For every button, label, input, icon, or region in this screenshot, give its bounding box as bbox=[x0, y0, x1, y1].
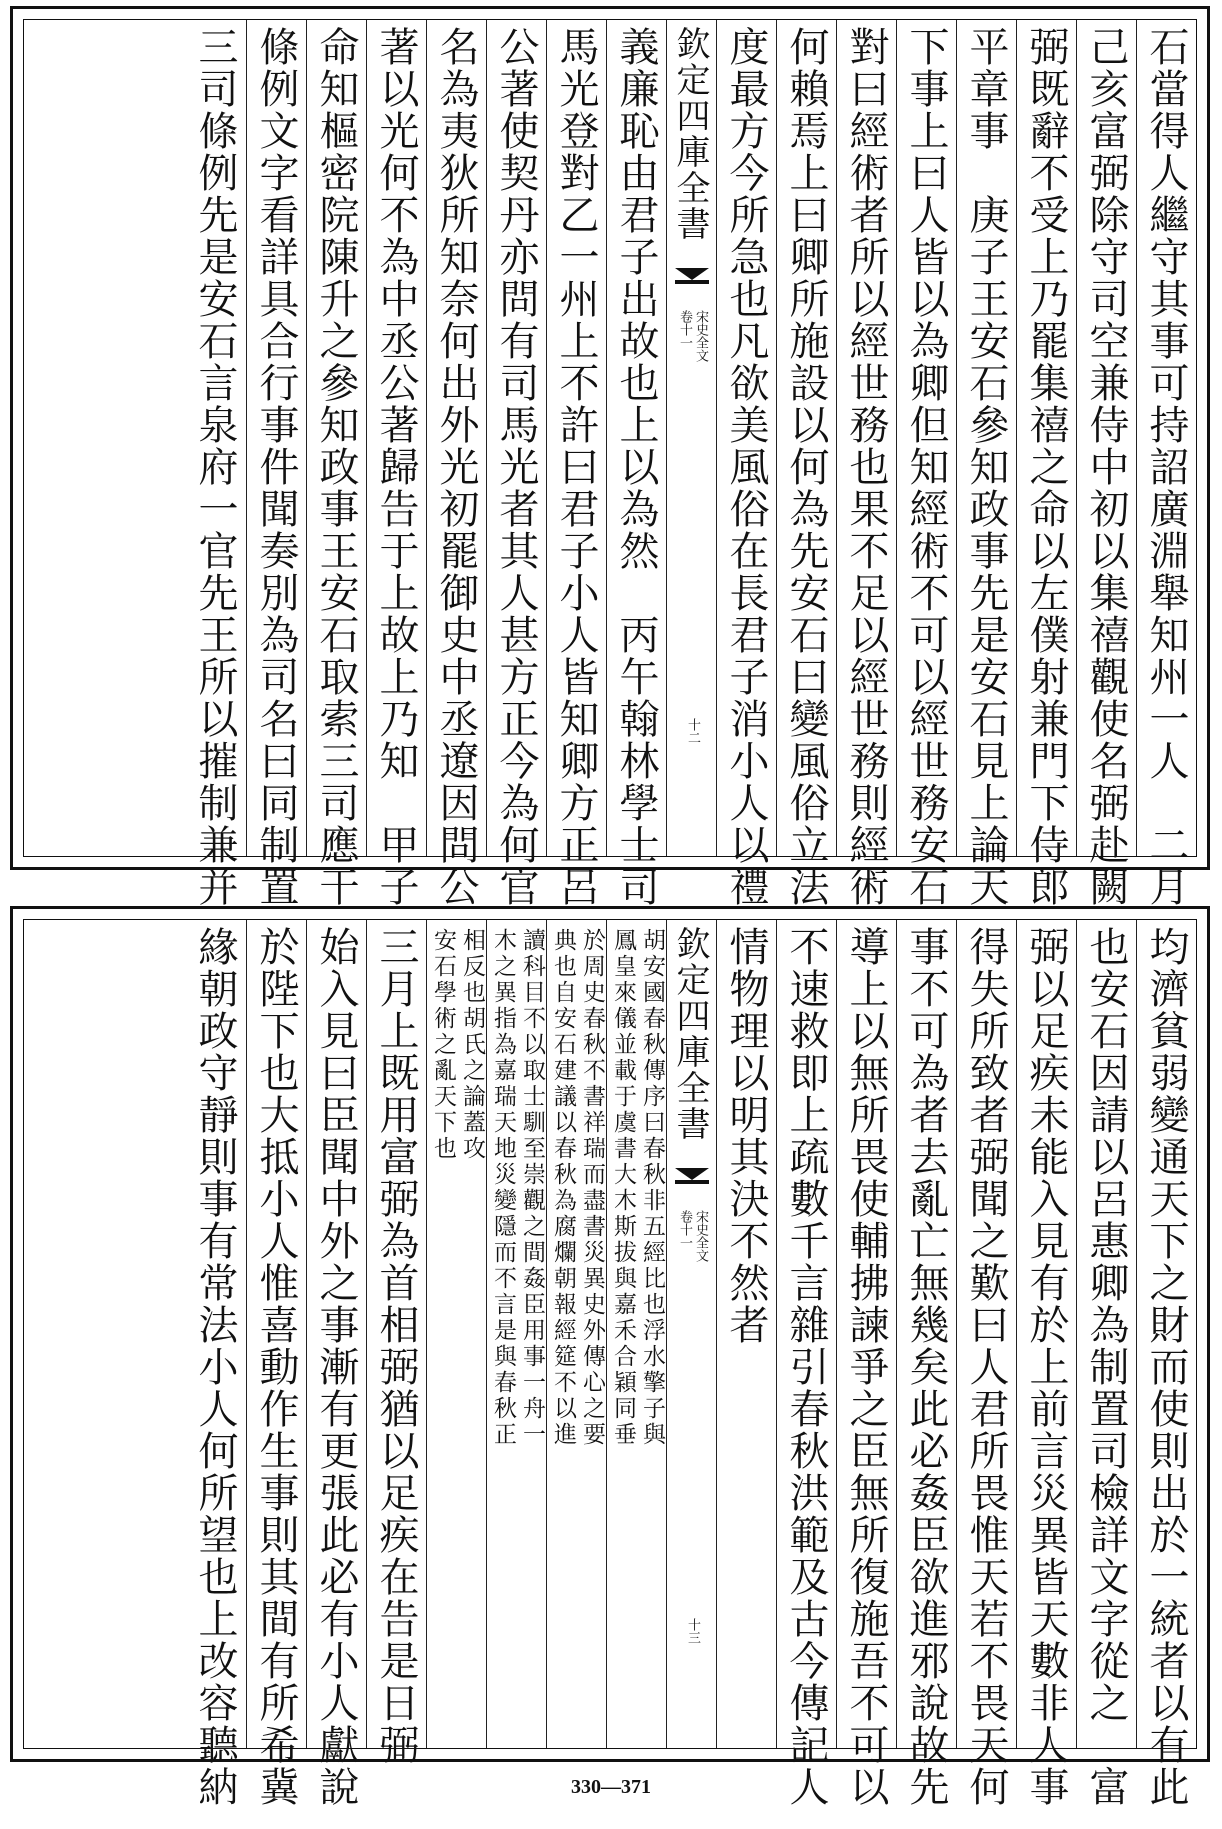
source-label: 宋史全文 卷十一 bbox=[677, 310, 708, 362]
text-column: 對曰經術者所以經世務也果不足以經世務則經術 bbox=[836, 20, 896, 856]
top-page-columns bbox=[24, 20, 1196, 908]
text-column: 度最方今所急也凡欲美風俗在長君子消小人以禮 bbox=[716, 20, 776, 856]
fish-tail-mark-icon bbox=[675, 268, 709, 288]
text-column: 名為夷狄所知奈何出外光初罷御史中丞遼因問公 bbox=[426, 20, 486, 856]
fish-tail-mark-icon bbox=[675, 1168, 709, 1188]
commentary-column: 胡安國春秋傳序曰春秋非五經比也浮水擎子與 鳳皇來儀並載于虞書大木斯拔與嘉禾合穎同垂 bbox=[606, 920, 666, 1748]
text-column: 三司條例先是安石言泉府一官先王所以摧制兼并 bbox=[192, 26, 238, 908]
text-column: 三月上既用富弼為首相弼猶以足疾在告是日弼 bbox=[366, 920, 426, 1748]
page-number: 十三 bbox=[685, 1618, 700, 1644]
text-column: 緣朝政守靜則事有常法小人何所望也上改容聽納 bbox=[192, 926, 238, 1808]
book-title: 欽定四庫全書 bbox=[670, 26, 710, 242]
page-number: 十二 bbox=[685, 718, 700, 744]
text-column: 也安石因請以呂惠卿為制置司檢詳文字從之 富 bbox=[1076, 920, 1136, 1748]
source-label: 宋史全文 卷十一 bbox=[677, 1210, 708, 1262]
text-column: 弼既辭不受上乃罷集禧之命以左僕射兼門下侍郎 bbox=[1016, 20, 1076, 856]
text-column: 事不可為者去亂亡無幾矣此必姦臣欲進邪說故先 bbox=[896, 920, 956, 1748]
text-column: 導上以無所畏使輔拂諫爭之臣無所復施吾不可以 bbox=[836, 920, 896, 1748]
book-title: 欽定四庫全書 bbox=[670, 926, 710, 1142]
text-column: 義廉恥由君子出故也上以為然 丙午翰林學士司 bbox=[606, 20, 666, 856]
center-fold bbox=[666, 20, 716, 856]
top-page bbox=[10, 6, 1210, 908]
text-column: 不速救即上疏數千言雜引春秋洪範及古今傳記人 bbox=[776, 920, 836, 1748]
commentary-column: 讀科目不以取士馴至崇觀之間姦臣用事一舟一 木之異指為嘉瑞天地災變隱而不言是與春秋正 bbox=[486, 920, 546, 1748]
text-column: 何賴焉上曰卿所施設以何為先安石曰變風俗立法 bbox=[776, 20, 836, 856]
text-column: 下事上曰人皆以為卿但知經術不可以經世務安石 bbox=[896, 20, 956, 856]
text-column: 於陛下也大抵小人惟喜動作生事則其間有所希冀 bbox=[246, 920, 306, 1748]
commentary-column: 相反也胡氏之論蓋攻 安石學術之亂天下也 bbox=[426, 920, 486, 1748]
text-column: 著以光何不為中丞公著歸告于上故上乃知 甲子 bbox=[366, 20, 426, 856]
page-footer-number: 330—371 bbox=[571, 1776, 651, 1798]
text-column: 石當得人繼守其事可持詔廣淵舉知州一人 二月 bbox=[1136, 20, 1196, 856]
text-column: 命知樞密院陳升之參知政事王安石取索三司應干 bbox=[306, 20, 366, 856]
text-column: 均濟貧弱變通天下之財而使則出於一統者以有此 bbox=[1136, 920, 1196, 1748]
top-page-frame bbox=[23, 19, 1197, 908]
text-column: 始入見曰臣聞中外之事漸有更張此必有小人獻說 bbox=[306, 920, 366, 1748]
text-column: 馬光登對乙一州上不許曰君子小人皆知卿方正呂 bbox=[546, 20, 606, 856]
commentary-column: 於周史春秋不書祥瑞而盡書災異史外傳心之要 典也自安石建議以春秋為腐爛朝報經筵不以進 bbox=[546, 920, 606, 1748]
text-column: 平章事 庚子王安石參知政事先是安石見上論天 bbox=[956, 20, 1016, 856]
center-fold bbox=[666, 920, 716, 1748]
text-column: 己亥富弼除守司空兼侍中初以集禧觀使名弼赴闕 bbox=[1076, 20, 1136, 856]
text-column: 條例文字看詳具合行事件聞奏別為司名曰同制置 bbox=[246, 20, 306, 856]
text-column: 弼以足疾未能入見有於上前言災異皆天數非人事 bbox=[1016, 920, 1076, 1748]
text-column: 得失所致者弼聞之歎曰人君所畏惟天若不畏天何 bbox=[956, 920, 1016, 1748]
text-column: 情物理以明其決不然者 bbox=[716, 920, 776, 1748]
text-column: 公著使契丹亦問有司馬光者其人甚方正今為何官 bbox=[486, 20, 546, 856]
